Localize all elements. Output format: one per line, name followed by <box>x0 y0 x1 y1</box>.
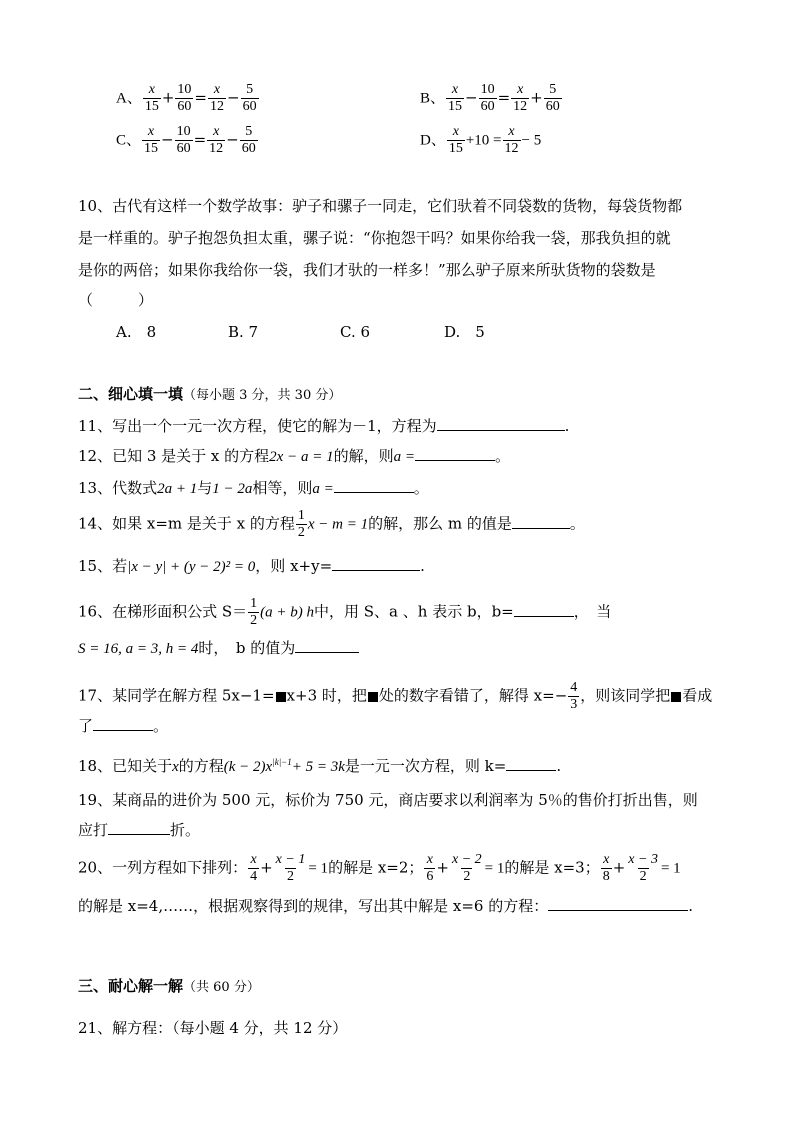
q19-line2: 应打 折。 <box>78 821 201 839</box>
black-square-icon <box>671 692 681 702</box>
q18: 18、已知关于x的方程$(k - 2)x^{|k|-1}+ 5 = 3k$是一元一次方程，则 k= . <box>78 757 562 775</box>
q16-line2: S = 16, a = 3, h = 4时， b 的值为 <box>78 638 359 659</box>
section-2-heading: 二、细心填一填（每小题 3 分，共 30 分） <box>78 385 342 403</box>
q18-blank <box>506 756 556 771</box>
q15: 15、若|x − y| + (y − 2)² = 0，则 x+y= . <box>78 557 425 575</box>
q17-blank <box>93 716 153 731</box>
q10-option-d: D. 5 <box>444 323 485 341</box>
black-square-icon <box>368 692 378 702</box>
q19-line1: 19、某商品的进价为 500 元，标价为 750 元，商店要求以利润率为 5％的售价打折出售，则 <box>78 791 698 809</box>
q20-blank <box>548 896 688 911</box>
q16-blank-b <box>514 602 574 617</box>
q15-blank <box>332 556 420 571</box>
black-square-icon <box>276 692 286 702</box>
q11: 11、写出一个一元一次方程，使它的解为－1，方程为 . <box>78 417 570 435</box>
q21: 21、解方程：（每小题 4 分，共 12 分） <box>78 1019 348 1037</box>
q11-blank <box>437 416 565 431</box>
q13: 13、代数式2a + 1与1 − 2a相等，则a = 。 <box>78 479 429 497</box>
q12: 12、已知 3 是关于 x 的方程2x − a = 1的解，则a = 。 <box>78 447 510 465</box>
q14: 14、如果 x=m 是关于 x 的方程 $\frac{1}{2}$ x − m = 1的解，那么 m 的值是 。 <box>78 508 585 540</box>
q9-option-c: C、 $\frac{x}{15}$ − $\frac{10}{60}$ = $\frac{x}{12}$ − $\frac{5}{60}$ <box>116 124 256 156</box>
q13-blank <box>334 478 414 493</box>
q12-blank <box>415 446 495 461</box>
q10-line1: 10、古代有这样一个数学故事：驴子和骡子一同走，它们驮着不同袋数的货物，每袋货物都 <box>78 197 683 215</box>
q20-line2: 的解是 x=4,……，根据观察得到的规律，写出其中解是 x=6 的方程： . <box>78 897 693 915</box>
q10-line3: 是你的两倍；如果你我给你一袋，我们才驮的一样多！”那么驴子原来所驮货物的袋数是 <box>78 261 656 279</box>
section-3-heading: 三、耐心解一解（共 60 分） <box>78 977 260 995</box>
q10-option-c: C. 6 <box>340 323 371 341</box>
q16-blank-value <box>295 638 359 653</box>
q16-line1: 16、在梯形面积公式 S＝ $\frac{1}{2}$ (a + b) h中，用 S、a 、h 表示 b，b= ， 当 <box>78 596 612 628</box>
q9-option-d: D、 $\frac{x}{15}$ +10 = $\frac{x}{12}$ − 5 <box>420 124 542 156</box>
q10-answer-paren: （ ） <box>78 291 154 309</box>
q17-line2: 了 。 <box>78 717 169 735</box>
q9-option-a: A、 $\frac{x}{15}$ + $\frac{10}{60}$ = $\frac{x}{12}$ − $\frac{5}{60}$ <box>116 82 257 114</box>
q14-blank <box>512 514 570 529</box>
q19-blank <box>108 820 170 835</box>
q20-line1: 20、一列方程如下排列： $\frac{x}{4}$ + $\frac{x - 1}{2}$ = 1的解是 x=2； $\frac{x}{6}$ + $\frac{x - 2}{2}$ = 1的解是 x=3； $\frac{x}{8}$ + $\frac{x - 3}{2}$ = 1 <box>78 852 681 884</box>
q10-option-a: A. 8 <box>116 323 157 341</box>
q17-line1: 17、某同学在解方程 5x−1= x+3 时，把 处的数字看错了，解得 x=− $\frac{4}{3}$ ，则该同学把 看成 <box>78 680 713 712</box>
q10-option-b: B. 7 <box>228 323 259 341</box>
q10-line2: 是一样重的。驴子抱怨负担太重，骡子说：“你抱怨干吗？如果你给我一袋，那我负担的就 <box>78 229 671 247</box>
q9-option-b: B、 $\frac{x}{15}$ − $\frac{10}{60}$ = $\frac{x}{12}$ + $\frac{5}{60}$ <box>420 82 560 114</box>
